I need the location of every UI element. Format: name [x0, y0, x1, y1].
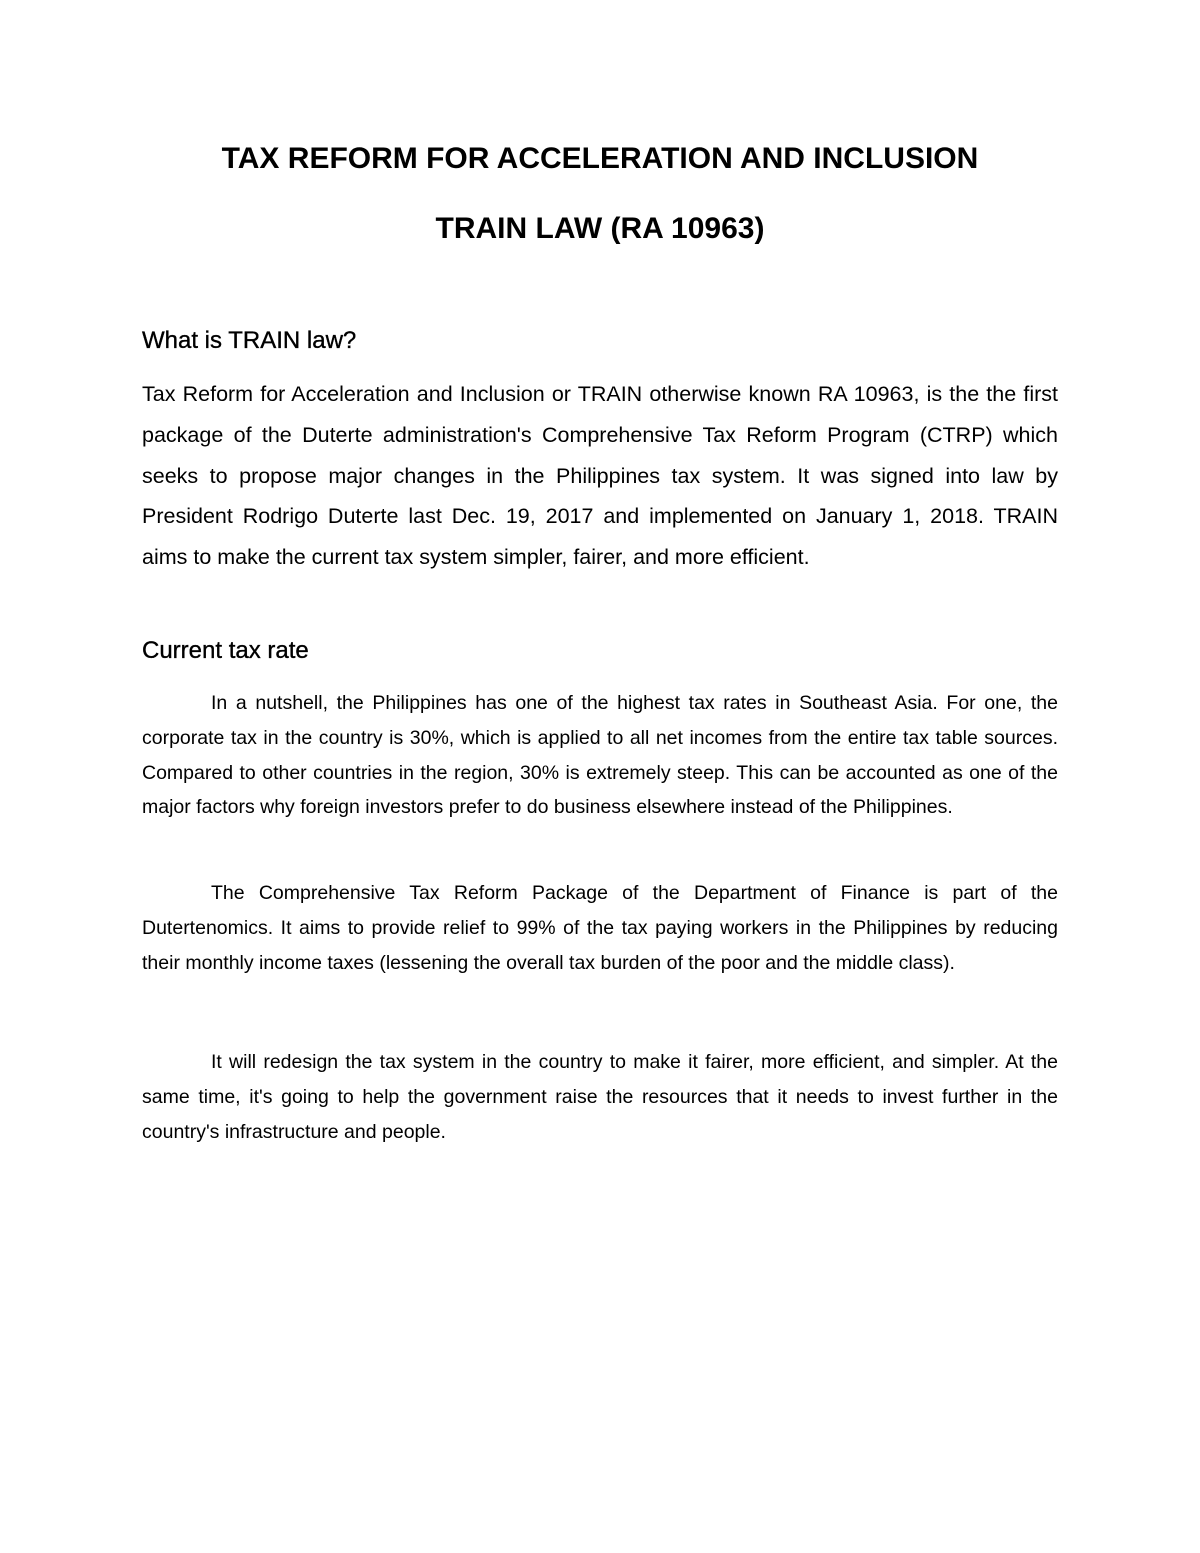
paragraph-reform-package: The Comprehensive Tax Reform Package of the Department of Finance is part of the Dutertenomics. It aims to provide relief to 99% of the tax paying workers in the Philippines by reducing their monthly income taxes (lessening the overall tax burden of the poor and the middle class). [142, 882, 1058, 974]
section-heading-what-is-train: What is TRAIN law? [142, 327, 357, 354]
paragraph-train-definition: Tax Reform for Acceleration and Inclusion or TRAIN otherwise known RA 10963, is the the first package of the Duterte administration's Comprehensive Tax Reform Program (CTRP) which seeks to propose major changes in the Philippines tax system. It was signed into law by President Rodrigo Duterte last Dec. 19, 2017 and implemented on January 1, 2018. TRAIN aims to make the current tax system simpler, fairer, and more efficient. [142, 382, 1058, 570]
paragraph-redesign: It will redesign the tax system in the country to make it fairer, more efficient, and simpler. At the same time, it's going to help the government raise the resources that it needs to invest further in the country's infrastructure and people. [142, 1051, 1058, 1143]
document-subtitle: TRAIN LAW (RA 10963) [435, 212, 765, 245]
paragraph-tax-rates: In a nutshell, the Philippines has one of the highest tax rates in Southeast Asia. For one, the corporate tax in the country is 30%, which is applied to all net incomes from the entire tax table sources. Compared to other countries in the region, 30% is extremely steep. This can be accounted as one of the major factors why foreign investors prefer to do business elsewhere instead of the Philippines. [142, 692, 1058, 819]
section-heading-current-tax-rate: Current tax rate [142, 637, 309, 664]
document-title: TAX REFORM FOR ACCELERATION AND INCLUSION [221, 142, 979, 175]
